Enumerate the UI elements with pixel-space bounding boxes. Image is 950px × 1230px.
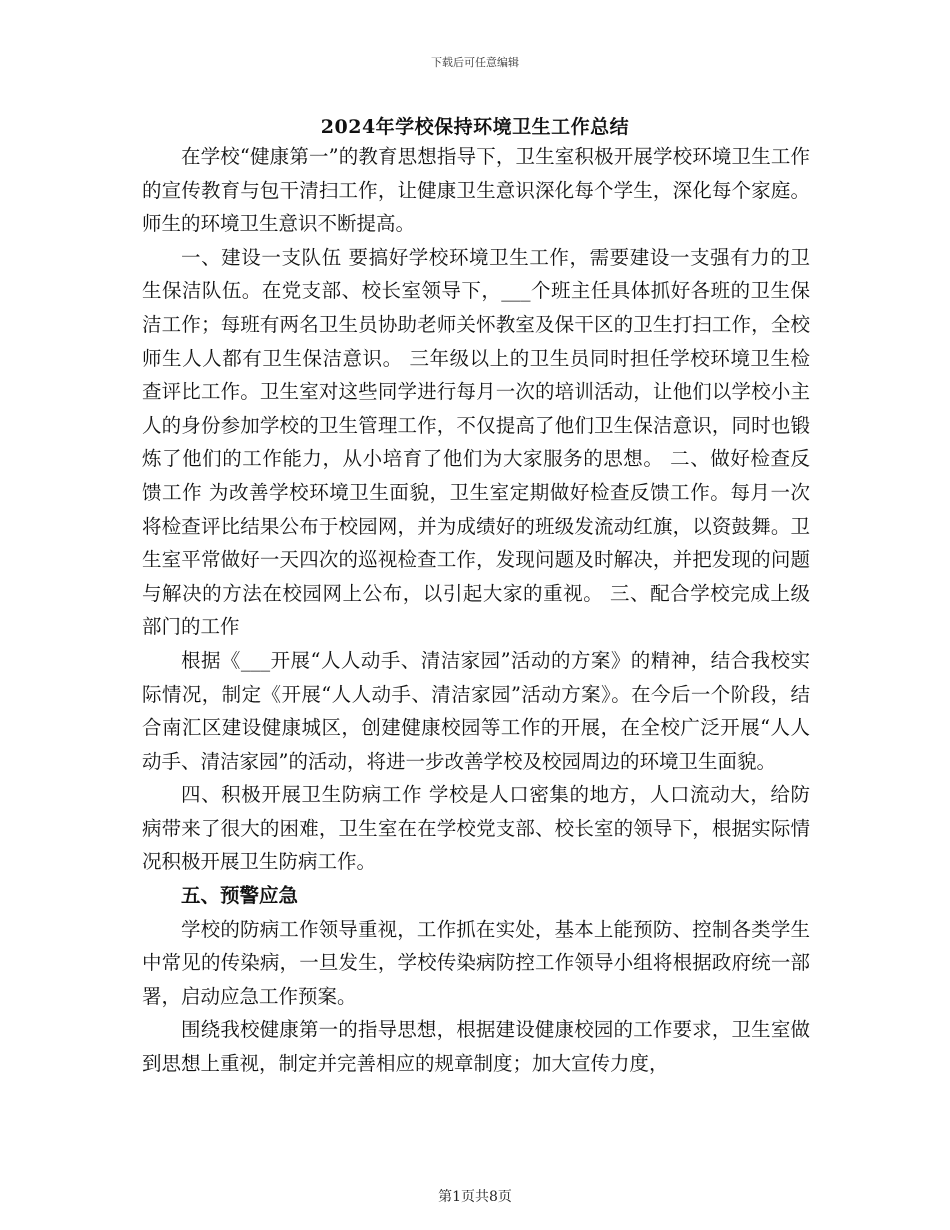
paragraph-campaign: 根据《___开展“人人动手、清洁家园”活动的方案》的精神，结合我校实际情况，制定《开展“人人动手、清洁家园”活动方案》。在今后一个阶段，结合南汇区建设健康城区，创建健康校园等工作的开展，在全校广泛开展“人人动手、清洁家园”的活动，将进一步改善学校及校园周边的环境卫生面貌。	[142, 648, 810, 773]
document-body	[142, 140, 810, 1081]
page-footer: 第1页共8页	[438, 1189, 512, 1205]
header-note: 下载后可任意编辑	[431, 56, 519, 69]
paragraph-section-4: 四、积极开展卫生防病工作 学校是人口密集的地方，人口流动大，给防病带来了很大的困难，卫生室在在学校党支部、校长室的领导下，根据实际情况积极开展卫生防病工作。	[142, 783, 810, 874]
paragraph-intro: 在学校“健康第一”的教育思想指导下，卫生室积极开展学校环境卫生工作的宣传教育与包干清扫工作，让健康卫生意识深化每个学生，深化每个家庭。师生的环境卫生意识不断提高。	[142, 145, 810, 236]
paragraph-section-1-3: 一、建设一支队伍 要搞好学校环境卫生工作，需要建设一支强有力的卫生保洁队伍。在党支部、校长室领导下，___个班主任具体抓好各班的卫生保洁工作；每班有两名卫生员协助老师关怀教室及保干区的卫生打扫工作，全校师生人人都有卫生保洁意识。 三年级以上的卫生员同时担任学校环境卫生检查评比工作。卫生室对这些同学进行每月一次的培训活动，让他们以学校小主人的身份参加学校的卫生管理工作，不仅提高了他们卫生保洁意识，同时也锻炼了他们的工作能力，从小培育了他们为大家服务的思想。 二、做好检查反馈工作 为改善学校环境卫生面貌，卫生室定期做好检查反馈工作。每月一次将检查评比结果公布于校园网，并为成绩好的班级发流动红旗，以资鼓舞。卫生室平常做好一天四次的巡视检查工作，发现问题及时解决，并把发现的问题与解决的方法在校园网上公布，以引起大家的重视。 三、配合学校完成上级部门的工作	[142, 245, 810, 639]
paragraph-emergency: 学校的防病工作领导重视，工作抓在实处，基本上能预防、控制各类学生中常见的传染病，一旦发生，学校传染病防控工作领导小组将根据政府统一部署，启动应急工作预案。	[142, 917, 810, 1008]
paragraph-guiding: 围绕我校健康第一的指导思想，根据建设健康校园的工作要求，卫生室做到思想上重视，制定并完善相应的规章制度；加大宣传力度，	[142, 1018, 810, 1076]
document-title: 2024年学校保持环境卫生工作总结	[320, 116, 630, 138]
section-heading-5: 五、预警应急	[181, 884, 299, 908]
